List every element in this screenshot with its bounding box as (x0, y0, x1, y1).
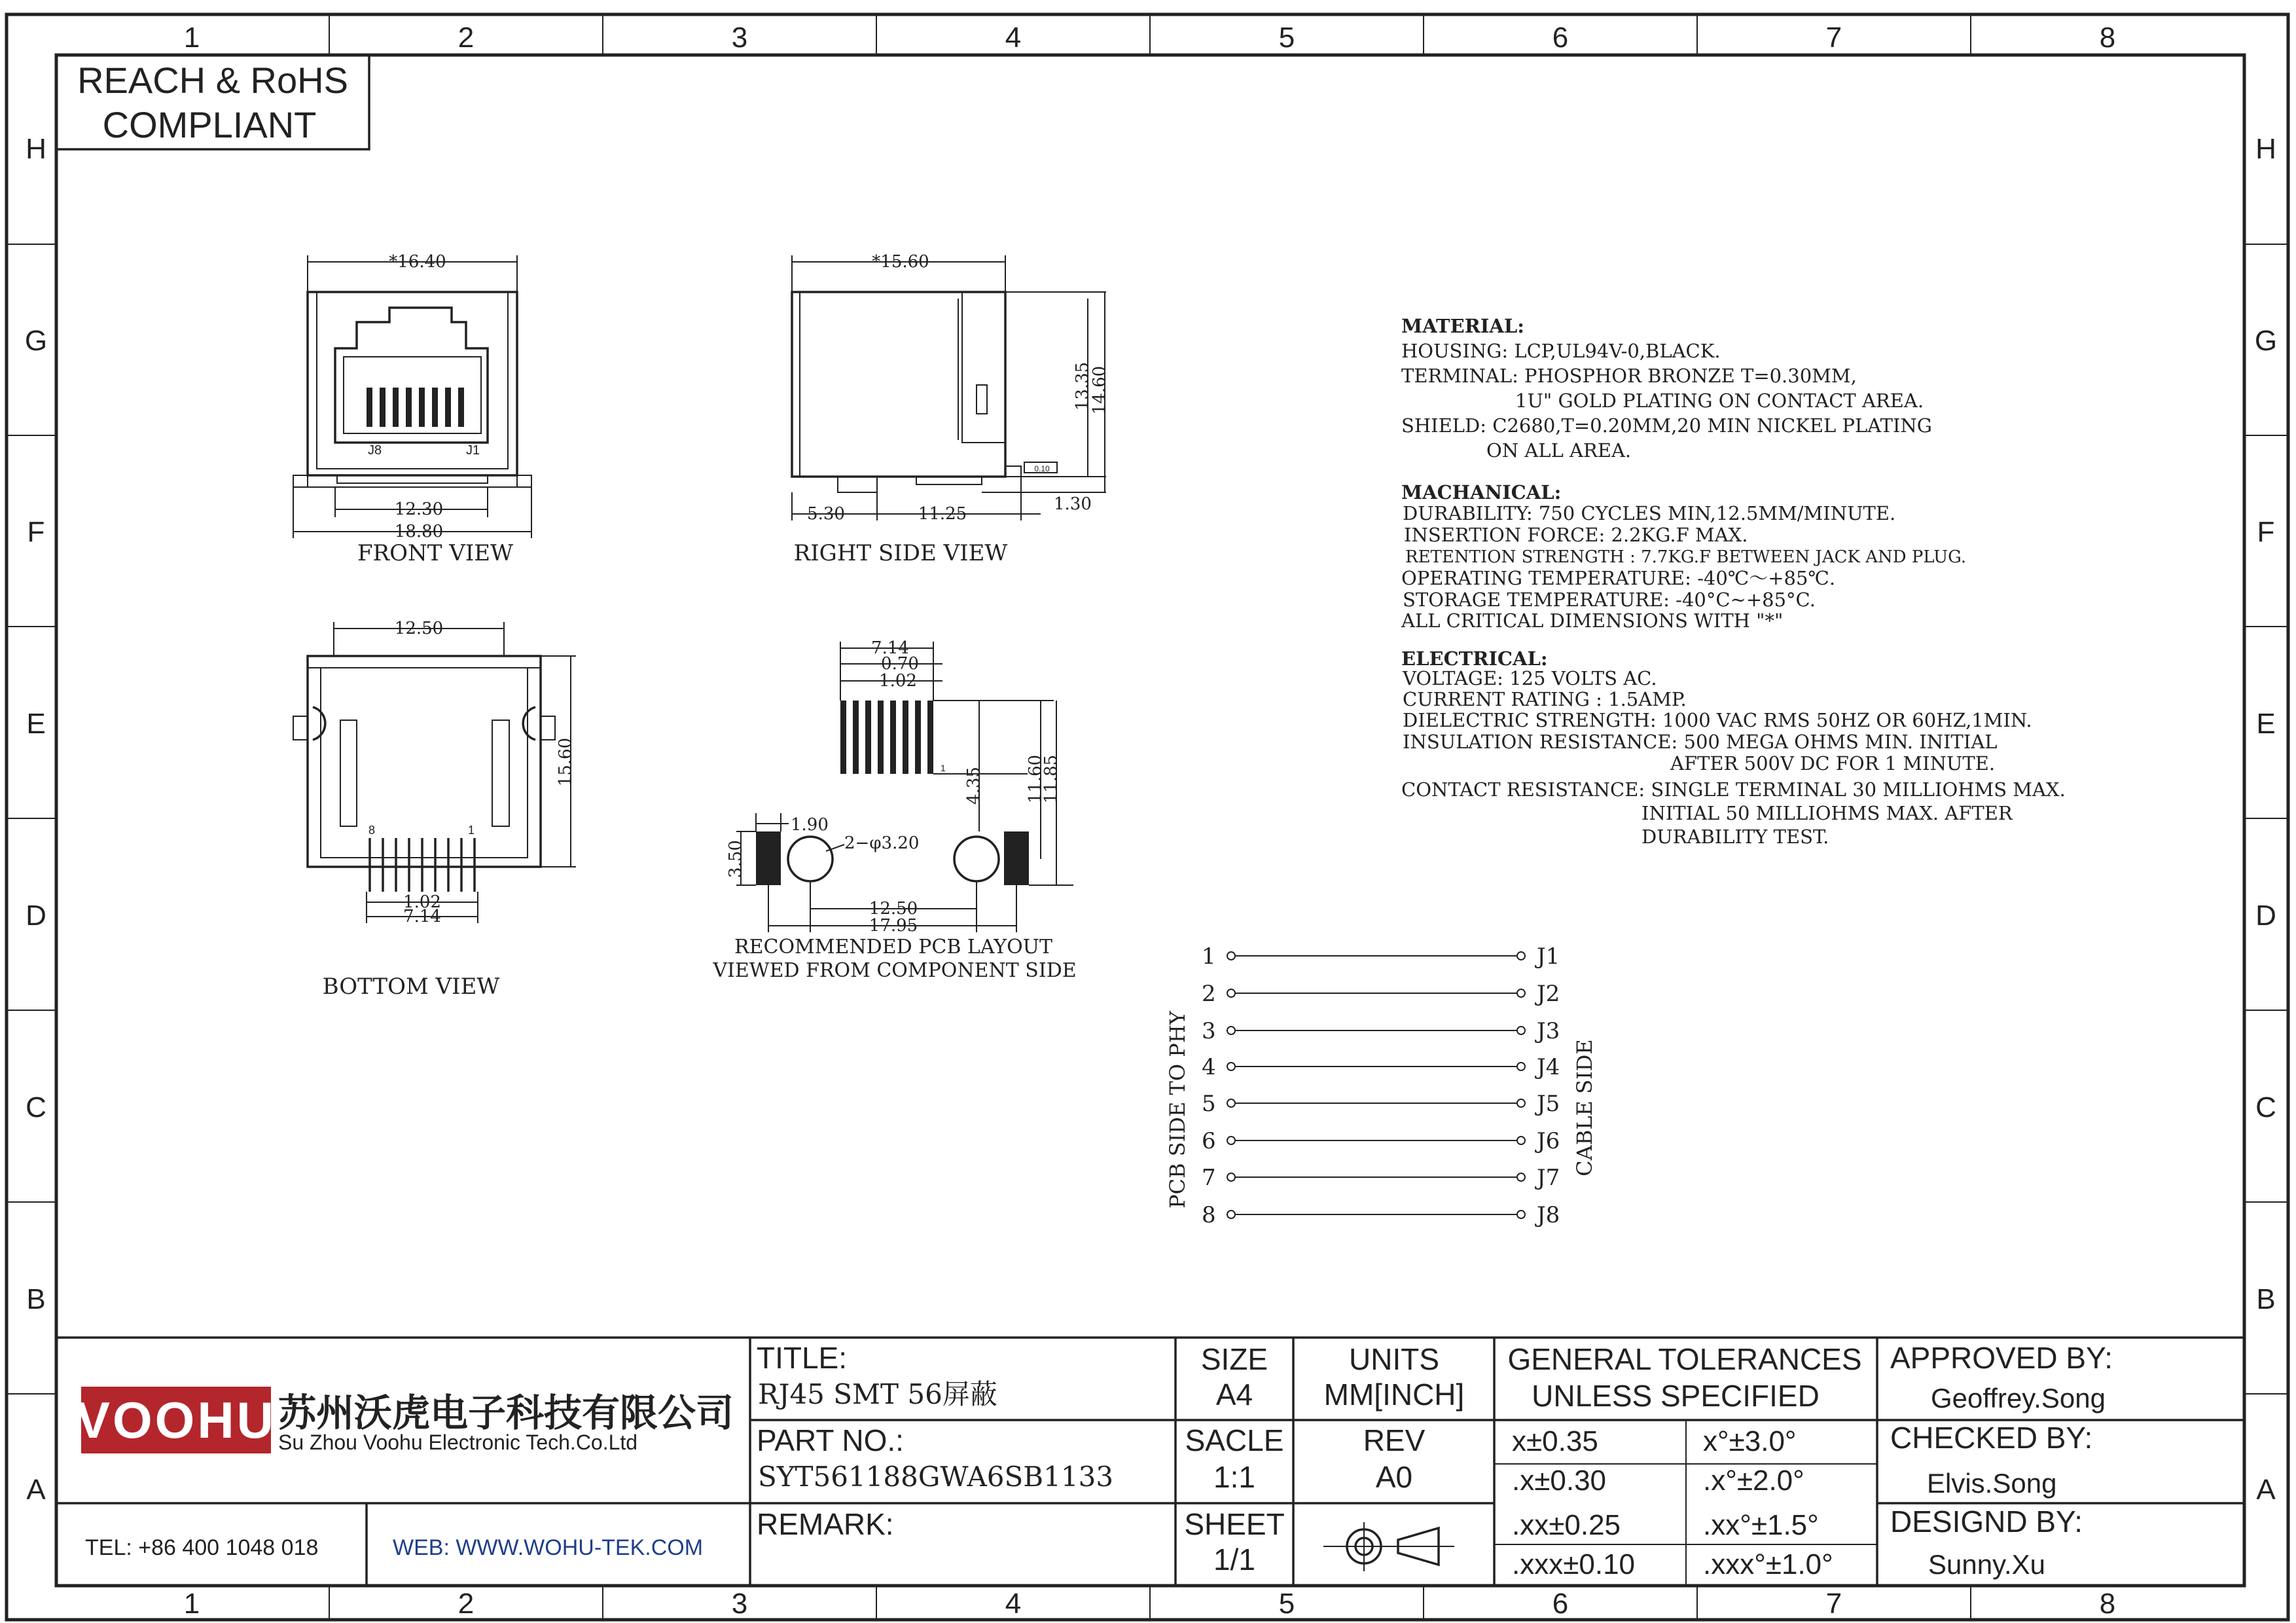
logo-text: VOOHU (75, 1391, 277, 1449)
tolerance-angular: .xx°±1.5° (1703, 1509, 1819, 1541)
row-label: G (2254, 325, 2278, 357)
row-label: G (24, 325, 48, 357)
front-pin-j1: J1 (466, 443, 480, 458)
scale-label: SACLE (1185, 1423, 1284, 1457)
column-label: 1 (183, 22, 200, 54)
column-label: 5 (1278, 1588, 1295, 1620)
schematic-row (1202, 1202, 1560, 1228)
front-dim-inner: 12.30 (394, 500, 444, 519)
right-side-view (792, 252, 1109, 566)
front-dim-overall: 18.80 (394, 522, 444, 541)
pcb-layout (712, 638, 1076, 982)
column-label: 7 (1825, 1588, 1842, 1620)
units-label: UNITS (1349, 1342, 1439, 1376)
contact-tel: TEL: +86 400 1048 018 (85, 1535, 319, 1560)
right-dim-b2: 11.25 (918, 504, 967, 524)
size-value: A4 (1215, 1377, 1253, 1412)
front-dim-width: *16.40 (389, 252, 446, 272)
designed-by-value: Sunny.Xu (1928, 1549, 2046, 1580)
bottom-contacts (370, 838, 475, 892)
mechanical-line: OPERATING TEMPERATURE: -40℃～+85℃. (1401, 567, 1836, 589)
part-number-value: SYT561188GWA6SB1133 (758, 1461, 1114, 1493)
column-label: 7 (1825, 22, 1842, 54)
schematic-pin: 5 (1202, 1091, 1216, 1117)
pcb-dim-pad-height: 3.50 (726, 840, 745, 878)
pcb-dim-pad: 0.70 (881, 654, 919, 674)
material-line: 1U" GOLD PLATING ON CONTACT AREA. (1515, 390, 1924, 412)
part-number-label: PART NO.: (757, 1423, 904, 1457)
mechanical-line: INSERTION FORCE: 2.2KG.F MAX. (1404, 524, 1748, 546)
column-label: 6 (1552, 1588, 1569, 1620)
bottom-dim-span: 7.14 (403, 907, 441, 926)
right-dim-height-1: 13.35 (1073, 361, 1092, 411)
units-value: MM[INCH] (1323, 1377, 1465, 1412)
row-label: B (2256, 1283, 2276, 1315)
bottom-pin-1: 1 (468, 824, 475, 837)
tolerance-linear: .xxx±0.10 (1512, 1548, 1636, 1580)
pcb-side-label: PCB SIDE TO PHY (1165, 1011, 1190, 1209)
scale-value: 1:1 (1213, 1460, 1255, 1494)
front-pin-j8: J8 (368, 443, 382, 458)
company-name-en: Su Zhou Voohu Electronic Tech.Co.Ltd (278, 1431, 638, 1454)
title-label: TITLE: (757, 1341, 848, 1375)
schematic-row (1202, 981, 1560, 1007)
pcb-dim-v1: 11.60 (1026, 754, 1045, 804)
tolerance-angular: x°±3.0° (1703, 1425, 1797, 1457)
schematic-row (1202, 1091, 1560, 1117)
row-label: H (26, 133, 46, 165)
tolerance-angular: .x°±2.0° (1703, 1465, 1804, 1497)
sheet-label: SHEET (1184, 1507, 1285, 1541)
checked-by-label: CHECKED BY: (1890, 1421, 2093, 1455)
schematic-pin: 6 (1202, 1128, 1216, 1154)
column-label: 4 (1005, 22, 1022, 54)
rev-value: A0 (1375, 1460, 1413, 1494)
material-line: HOUSING: LCP,UL94V-0,BLACK. (1401, 340, 1721, 362)
row-label: C (2255, 1091, 2276, 1123)
schematic-row (1202, 1018, 1560, 1044)
row-label: C (26, 1091, 46, 1123)
front-contacts (367, 388, 464, 427)
pcb-pin-1: 1 (941, 763, 946, 773)
pin-schematic (1165, 943, 1597, 1228)
schematic-jack: J5 (1537, 1091, 1560, 1117)
schematic-pin: 8 (1202, 1202, 1216, 1228)
approved-by-value: Geoffrey.Song (1931, 1383, 2106, 1413)
approved-by-label: APPROVED BY: (1890, 1341, 2113, 1375)
row-label: E (2256, 708, 2276, 740)
pcb-pin-8: 8 (842, 763, 847, 773)
electrical-heading: ELECTRICAL: (1401, 647, 1548, 670)
row-label: D (26, 900, 46, 932)
pcb-dim-holes: 12.50 (869, 899, 918, 919)
schematic-pin: 7 (1202, 1165, 1216, 1191)
schematic-row (1202, 1165, 1560, 1191)
tolerances-heading-2: UNLESS SPECIFIED (1532, 1379, 1820, 1413)
size-label: SIZE (1200, 1342, 1268, 1376)
checked-by-value: Elvis.Song (1927, 1468, 2057, 1499)
pcb-dim-pad-width: 1.90 (791, 815, 829, 835)
electrical-line: CURRENT RATING : 1.5AMP. (1403, 688, 1687, 710)
column-label: 4 (1005, 1588, 1022, 1620)
material-heading: MATERIAL: (1401, 315, 1524, 337)
tolerances-heading-1: GENERAL TOLERANCES (1507, 1342, 1862, 1376)
designed-by-label: DESIGND BY: (1890, 1504, 2083, 1539)
mechanical-heading: MACHANICAL: (1401, 481, 1562, 503)
contact-web: WEB: WWW.WOHU-TEK.COM (393, 1535, 704, 1560)
column-label: 1 (183, 1588, 200, 1620)
pcb-dim-hole: 2−φ3.20 (844, 833, 920, 853)
right-dim-b3: 1.30 (1054, 494, 1092, 514)
column-label: 2 (457, 22, 475, 54)
compliance-box (56, 55, 369, 149)
pcb-dim-row: 4.35 (964, 767, 984, 805)
tolerance-linear: .x±0.30 (1512, 1465, 1607, 1497)
bottom-pin-8: 8 (368, 824, 376, 837)
compliance-line-1: REACH & RoHS (77, 60, 348, 101)
right-flatness-value: 0.10 (1034, 464, 1050, 473)
material-line: ON ALL AREA. (1486, 439, 1632, 462)
schematic-row (1202, 943, 1560, 970)
schematic-jack: J4 (1537, 1054, 1560, 1080)
column-label: 8 (2099, 22, 2116, 54)
schematic-row (1202, 1128, 1560, 1154)
electrical-line: VOLTAGE: 125 VOLTS AC. (1403, 667, 1657, 689)
pcb-caption-2: VIEWED FROM COMPONENT SIDE (713, 959, 1077, 982)
right-view-caption: RIGHT SIDE VIEW (793, 540, 1008, 566)
row-label: E (26, 708, 46, 740)
bottom-view (293, 619, 576, 1000)
column-label: 5 (1278, 22, 1295, 54)
row-label: H (2255, 133, 2276, 165)
cable-side-label: CABLE SIDE (1572, 1039, 1597, 1176)
tolerance-linear: .xx±0.25 (1512, 1509, 1621, 1541)
pcb-dim-span: 7.14 (871, 638, 909, 658)
bottom-view-caption: BOTTOM VIEW (322, 974, 500, 1000)
front-view-caption: FRONT VIEW (357, 540, 514, 566)
schematic-jack: J2 (1537, 981, 1560, 1007)
electrical-line: AFTER 500V DC FOR 1 MINUTE. (1670, 752, 1996, 775)
mechanical-line: ALL CRITICAL DIMENSIONS WITH "*" (1401, 610, 1784, 632)
projection-symbol-icon (1323, 1522, 1454, 1571)
row-label: F (27, 516, 45, 548)
column-label: 8 (2099, 1588, 2116, 1620)
schematic-jack: J7 (1537, 1165, 1560, 1191)
right-dim-height-2: 14.60 (1090, 365, 1109, 415)
material-line: TERMINAL: PHOSPHOR BRONZE T=0.30MM, (1401, 365, 1857, 387)
schematic-jack: J6 (1537, 1128, 1560, 1154)
pcb-pads (840, 701, 933, 774)
schematic-pin: 3 (1202, 1018, 1216, 1044)
right-dim-b1: 5.30 (807, 504, 845, 524)
schematic-jack: J3 (1537, 1018, 1560, 1044)
remark-label: REMARK: (757, 1507, 894, 1541)
row-label: F (2257, 516, 2275, 548)
pcb-dim-v2: 11.85 (1041, 754, 1061, 804)
bottom-dim-pitch: 1.02 (403, 892, 441, 912)
schematic-pin: 4 (1202, 1054, 1216, 1080)
mechanical-line: RETENTION STRENGTH : 7.7KG.F BETWEEN JACK AND PLUG. (1405, 547, 1967, 567)
mechanical-line: STORAGE TEMPERATURE: -40°C~+85°C. (1403, 589, 1816, 611)
schematic-jack: J8 (1537, 1202, 1560, 1228)
tolerance-angular: .xxx°±1.0° (1703, 1548, 1833, 1580)
bottom-dim-width: 12.50 (394, 619, 444, 638)
schematic-row (1202, 1054, 1560, 1080)
row-label: A (26, 1474, 46, 1506)
electrical-line: DIELECTRIC STRENGTH: 1000 VAC RMS 50HZ OR 60HZ,1MIN. (1403, 709, 2032, 731)
pcb-dim-total: 17.95 (869, 916, 918, 936)
front-view (293, 252, 531, 566)
title-block (56, 1338, 2244, 1586)
title-value: RJ45 SMT 56屏蔽 (758, 1378, 997, 1410)
column-label: 3 (731, 1588, 748, 1620)
electrical-line: CONTACT RESISTANCE: SINGLE TERMINAL 30 MILLIOHMS MAX. (1401, 778, 2066, 801)
schematic-pin: 2 (1202, 981, 1216, 1007)
sheet-value: 1/1 (1213, 1542, 1255, 1577)
specifications (1401, 315, 2066, 848)
right-dim-length: *15.60 (872, 252, 929, 272)
row-label: D (2255, 900, 2276, 932)
column-label: 2 (457, 1588, 475, 1620)
pcb-caption-1: RECOMMENDED PCB LAYOUT (734, 936, 1052, 958)
electrical-line: INSULATION RESISTANCE: 500 MEGA OHMS MIN. INITIAL (1403, 731, 1998, 753)
compliance-line-2: COMPLIANT (102, 104, 317, 145)
electrical-line: DURABILITY TEST. (1641, 826, 1829, 848)
row-label: A (2256, 1474, 2276, 1506)
mechanical-line: DURABILITY: 750 CYCLES MIN,12.5MM/MINUTE. (1403, 502, 1896, 524)
rev-label: REV (1363, 1423, 1426, 1457)
bottom-dim-depth: 15.60 (556, 737, 575, 787)
row-label: B (26, 1283, 46, 1315)
tolerance-linear: x±0.35 (1512, 1425, 1598, 1457)
electrical-line: INITIAL 50 MILLIOHMS MAX. AFTER (1641, 802, 2013, 824)
schematic-jack: J1 (1537, 943, 1560, 970)
schematic-pin: 1 (1202, 943, 1216, 970)
material-line: SHIELD: C2680,T=0.20MM,20 MIN NICKEL PLATING (1401, 414, 1932, 437)
column-label: 3 (731, 22, 748, 54)
company-name-cn: 苏州沃虎电子科技有限公司 (278, 1392, 734, 1434)
column-label: 6 (1552, 22, 1569, 54)
pcb-dim-pitch: 1.02 (879, 671, 917, 691)
